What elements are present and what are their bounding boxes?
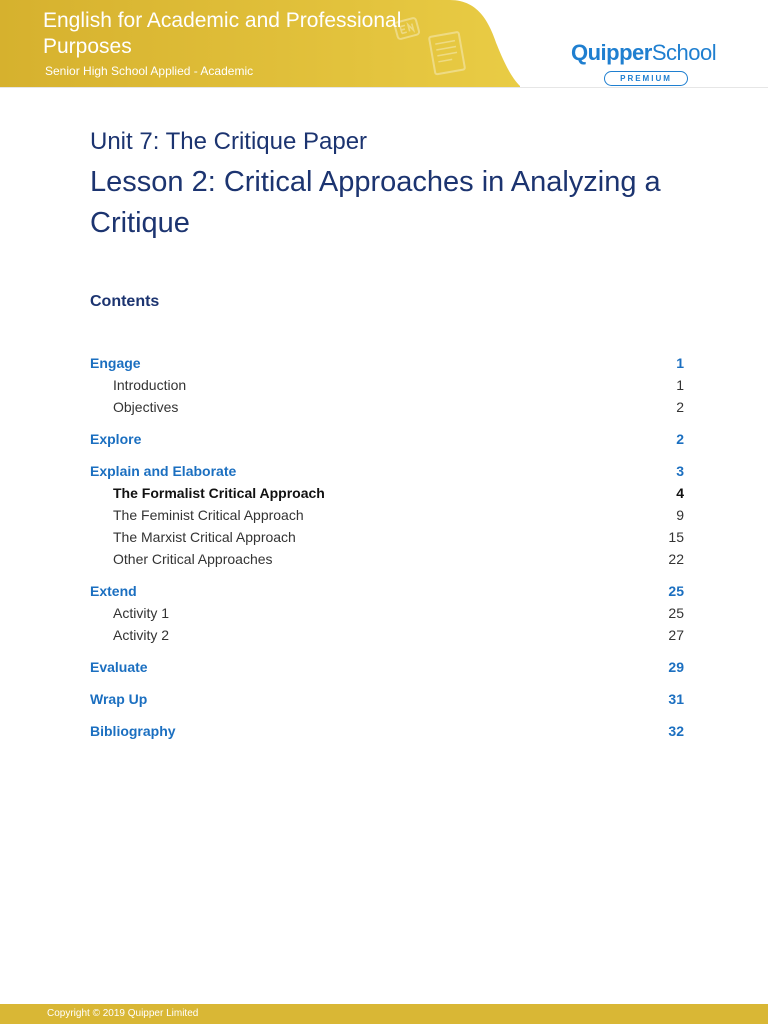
- course-title: English for Academic and Professional Purposes: [43, 9, 402, 58]
- toc-label: Introduction: [113, 377, 187, 393]
- premium-badge: PREMIUM: [604, 71, 688, 86]
- toc-explore[interactable]: [90, 428, 684, 450]
- footer-bar: [0, 1004, 768, 1024]
- toc-feminist-approach[interactable]: [90, 504, 684, 526]
- toc-label: The Marxist Critical Approach: [113, 529, 296, 545]
- toc-page: 29: [668, 659, 684, 675]
- toc-label: The Feminist Critical Approach: [113, 507, 304, 523]
- toc-label: Other Critical Approaches: [113, 551, 273, 567]
- toc-objectives[interactable]: [90, 396, 684, 418]
- toc-label: Engage: [90, 355, 141, 371]
- toc-page: 3: [676, 463, 684, 479]
- toc-page: 2: [676, 399, 684, 415]
- abc-notebook-icon: [426, 28, 470, 78]
- logo-brand-regular: School: [651, 40, 717, 65]
- toc-page: 2: [676, 431, 684, 447]
- toc-label: Extend: [90, 583, 137, 599]
- quipper-school-logo: [571, 40, 731, 88]
- toc-label: Activity 1: [113, 605, 170, 621]
- toc-label: Bibliography: [90, 723, 176, 739]
- toc-activity-1[interactable]: [90, 602, 684, 624]
- toc-introduction[interactable]: [90, 374, 684, 396]
- copyright-text: Copyright © 2019 Quipper Limited: [47, 1008, 199, 1019]
- toc-page: 9: [676, 507, 684, 523]
- toc-formalist-approach[interactable]: [90, 482, 684, 504]
- toc-label: Explain and Elaborate: [90, 463, 237, 479]
- toc-explain-and-elaborate[interactable]: [90, 460, 684, 482]
- toc-page: 1: [676, 355, 684, 371]
- toc-label: Objectives: [113, 399, 179, 415]
- logo-wordmark: [571, 40, 716, 66]
- toc-evaluate[interactable]: [90, 656, 684, 678]
- toc-page: 4: [676, 485, 684, 501]
- toc-page: 27: [668, 627, 684, 643]
- toc-other-approaches[interactable]: [90, 548, 684, 570]
- contents-heading: Contents: [90, 293, 160, 310]
- toc-page: 25: [668, 583, 684, 599]
- toc-page: 25: [668, 605, 684, 621]
- toc-label: Explore: [90, 431, 142, 447]
- toc-page: 32: [668, 723, 684, 739]
- toc-page: 1: [676, 377, 684, 393]
- course-subtitle: Senior High School Applied - Academic: [45, 64, 254, 78]
- toc-bibliography[interactable]: [90, 720, 684, 742]
- toc-page: 22: [668, 551, 684, 567]
- toc-label: Activity 2: [113, 627, 170, 643]
- toc-label: Evaluate: [90, 659, 148, 675]
- toc-page: 31: [668, 691, 684, 707]
- toc-page: 15: [668, 529, 684, 545]
- unit-title: Unit 7: The Critique Paper: [90, 128, 368, 155]
- toc-label: Wrap Up: [90, 691, 148, 707]
- logo-brand-bold: Quipper: [571, 40, 652, 65]
- table-of-contents: [90, 352, 684, 742]
- toc-label: The Formalist Critical Approach: [113, 485, 325, 501]
- toc-engage[interactable]: [90, 352, 684, 374]
- toc-activity-2[interactable]: [90, 624, 684, 646]
- lesson-title: Lesson 2: Critical Approaches in Analyzing a Critique: [90, 166, 661, 239]
- toc-extend[interactable]: [90, 580, 684, 602]
- toc-marxist-approach[interactable]: [90, 526, 684, 548]
- toc-wrap-up[interactable]: [90, 688, 684, 710]
